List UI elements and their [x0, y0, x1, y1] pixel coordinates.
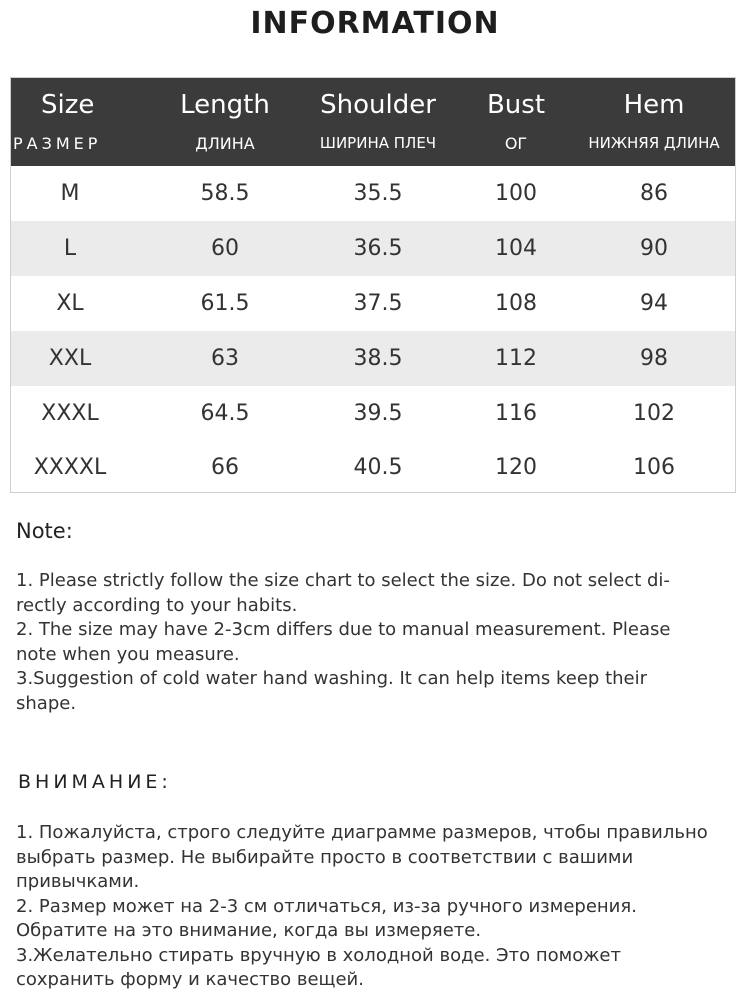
header-hem-ru: НИЖНЯЯ ДЛИНА [588, 134, 720, 152]
table-row [11, 166, 735, 221]
ru-note-line: Обратите на это внимание, когда вы измеряете. [16, 920, 482, 941]
header-length-en: Length [180, 90, 270, 120]
header-bust [457, 78, 575, 166]
table-row [11, 331, 735, 386]
table-row [11, 440, 735, 495]
cell-size: XL [56, 291, 84, 316]
cell-size: XXXL [41, 401, 99, 426]
cell-size: M [60, 181, 80, 206]
header-bust-ru: ОГ [504, 134, 528, 153]
cell-length: 63 [211, 346, 239, 371]
cell-shoulder: 40.5 [353, 455, 403, 480]
note-line: note when you measure. [16, 643, 240, 665]
cell-shoulder: 37.5 [353, 291, 403, 316]
note-heading: Note: [16, 519, 73, 543]
ru-note-line: 3.Желательно стирать вручную в холодной воде. Это поможет [16, 944, 621, 966]
cell-bust: 112 [495, 346, 537, 371]
table-row [11, 276, 735, 331]
table-header [11, 78, 735, 166]
cell-shoulder: 35.5 [353, 181, 403, 206]
table-row [11, 221, 735, 276]
cell-length: 61.5 [200, 291, 250, 316]
note-line: 2. The size may have 2-3cm differs due to manual measurement. Please [16, 619, 671, 640]
cell-hem: 94 [640, 291, 668, 316]
cell-size: L [63, 236, 77, 261]
ru-note-heading: ВНИМАНИЕ: [18, 771, 172, 793]
cell-bust: 108 [495, 291, 537, 316]
cell-size: XXXXL [33, 455, 107, 480]
cell-hem: 90 [640, 236, 668, 261]
header-hem-en: Hem [623, 90, 685, 120]
cell-size: XXL [48, 346, 92, 371]
header-length-ru: ДЛИНА [195, 134, 255, 153]
header-size-ru: РАЗМЕР [13, 134, 102, 153]
cell-hem: 98 [640, 346, 668, 371]
header-size [11, 78, 129, 166]
header-shoulder [301, 78, 455, 166]
size-chart-table [10, 77, 736, 493]
header-hem [577, 78, 731, 166]
cell-shoulder: 36.5 [353, 236, 403, 261]
ru-note-line: 1. Пожалуйста, строго следуйте диаграмме размеров, чтобы правильно [16, 822, 708, 843]
cell-bust: 116 [495, 401, 537, 426]
note-line: 1. Please strictly follow the size chart to select the size. Do not select di- [16, 570, 670, 591]
cell-shoulder: 39.5 [353, 401, 403, 426]
note-line: shape. [16, 692, 77, 714]
header-length [151, 78, 299, 166]
header-bust-en: Bust [486, 90, 546, 120]
header-size-en: Size [41, 90, 95, 120]
ru-note-line: выбрать размер. Не выбирайте просто в соответствии с вашими [16, 846, 634, 868]
cell-hem: 106 [633, 455, 675, 480]
ru-note-body [16, 821, 728, 993]
note-body [16, 569, 716, 716]
cell-length: 66 [211, 455, 239, 480]
ru-note-line: 2. Размер может на 2-3 см отличаться, из-за ручного измерения. [16, 895, 637, 917]
table-row [11, 386, 735, 441]
cell-shoulder: 38.5 [353, 346, 403, 371]
cell-length: 58.5 [200, 181, 250, 206]
note-line: rectly according to your habits. [16, 594, 298, 616]
cell-length: 60 [211, 236, 239, 261]
note-line: 3.Suggestion of cold water hand washing. It can help items keep their [16, 668, 648, 689]
cell-hem: 86 [640, 181, 668, 206]
ru-note-line: привычками. [16, 871, 140, 892]
cell-bust: 104 [495, 236, 537, 261]
cell-bust: 120 [495, 455, 537, 480]
cell-hem: 102 [633, 401, 675, 426]
page-title: INFORMATION [250, 6, 500, 41]
header-shoulder-en: Shoulder [320, 90, 436, 120]
header-shoulder-ru: ШИРИНА ПЛЕЧ [319, 134, 437, 152]
cell-bust: 100 [495, 181, 537, 206]
ru-note-line: сохранить форму и качество вещей. [16, 969, 364, 990]
cell-length: 64.5 [200, 401, 250, 426]
